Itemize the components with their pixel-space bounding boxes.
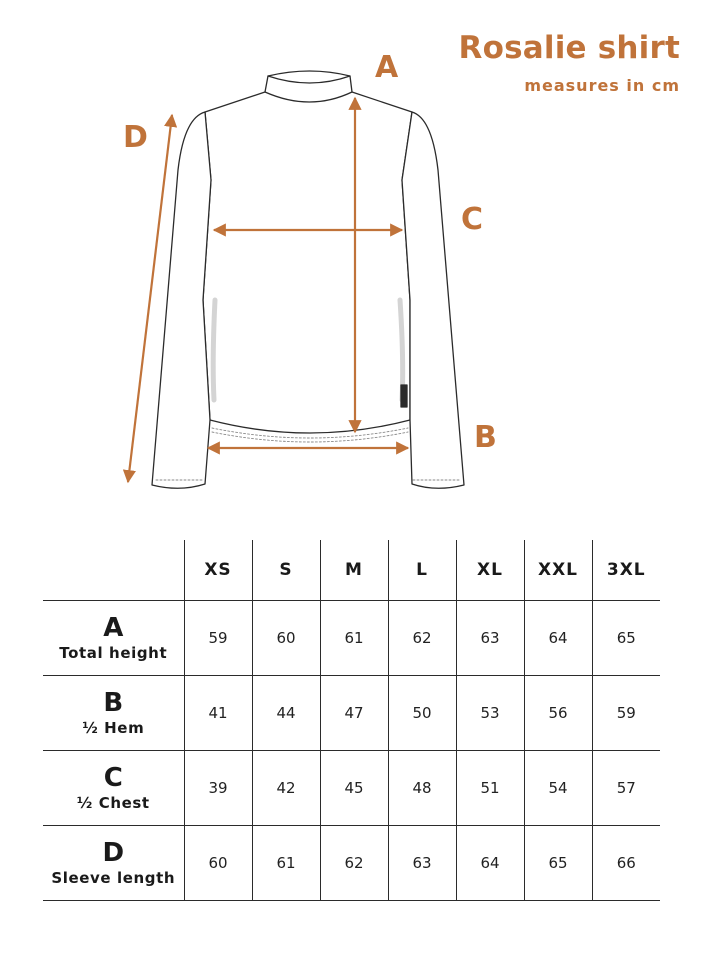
row-name: ½ Hem (82, 719, 145, 738)
size-table (43, 540, 660, 901)
label-c: C (461, 202, 484, 237)
table-cell: 48 (388, 751, 456, 826)
table-cell: 62 (320, 826, 388, 901)
table-cell: 63 (388, 826, 456, 901)
table-cell: 61 (252, 826, 320, 901)
table-row (43, 601, 660, 676)
label-d: D (123, 120, 148, 155)
table-row (43, 676, 660, 751)
column-header: L (388, 540, 456, 601)
row-name: Sleeve length (51, 869, 176, 888)
label-a: A (375, 50, 399, 85)
row-header (43, 601, 184, 676)
table-cell: 64 (524, 601, 592, 676)
table-cell: 42 (252, 751, 320, 826)
column-header: XXL (524, 540, 592, 601)
table-cell: 65 (592, 601, 660, 676)
page-title: Rosalie shirt (458, 30, 680, 66)
page-subtitle: measures in cm (524, 76, 680, 95)
column-header: 3XL (592, 540, 660, 601)
table-cell: 60 (252, 601, 320, 676)
row-letter: C (103, 763, 123, 794)
row-letter: A (103, 613, 124, 644)
table-cell: 65 (524, 826, 592, 901)
table-cell: 41 (184, 676, 252, 751)
table-cell: 63 (456, 601, 524, 676)
table-cell: 59 (592, 676, 660, 751)
table-header-row (43, 540, 660, 601)
row-header (43, 751, 184, 826)
row-letter: D (102, 838, 125, 869)
table-cell: 39 (184, 751, 252, 826)
label-b: B (474, 420, 497, 455)
table-cell: 60 (184, 826, 252, 901)
table-cell: 62 (388, 601, 456, 676)
table-cell: 50 (388, 676, 456, 751)
table-corner (43, 540, 184, 601)
table-cell: 61 (320, 601, 388, 676)
column-header: S (252, 540, 320, 601)
row-name: Total height (59, 644, 168, 663)
row-name: ½ Chest (76, 794, 150, 813)
row-header (43, 676, 184, 751)
row-header (43, 826, 184, 901)
table-row (43, 751, 660, 826)
table-cell: 53 (456, 676, 524, 751)
column-header: XL (456, 540, 524, 601)
row-letter: B (103, 688, 124, 719)
table-cell: 59 (184, 601, 252, 676)
table-cell: 54 (524, 751, 592, 826)
table-cell: 56 (524, 676, 592, 751)
table-cell: 66 (592, 826, 660, 901)
table-cell: 51 (456, 751, 524, 826)
column-header: M (320, 540, 388, 601)
table-cell: 57 (592, 751, 660, 826)
table-cell: 44 (252, 676, 320, 751)
table-cell: 64 (456, 826, 524, 901)
table-cell: 45 (320, 751, 388, 826)
table-cell: 47 (320, 676, 388, 751)
column-header: XS (184, 540, 252, 601)
shirt-outline (152, 71, 464, 488)
size-table-container (43, 540, 660, 901)
table-row (43, 826, 660, 901)
